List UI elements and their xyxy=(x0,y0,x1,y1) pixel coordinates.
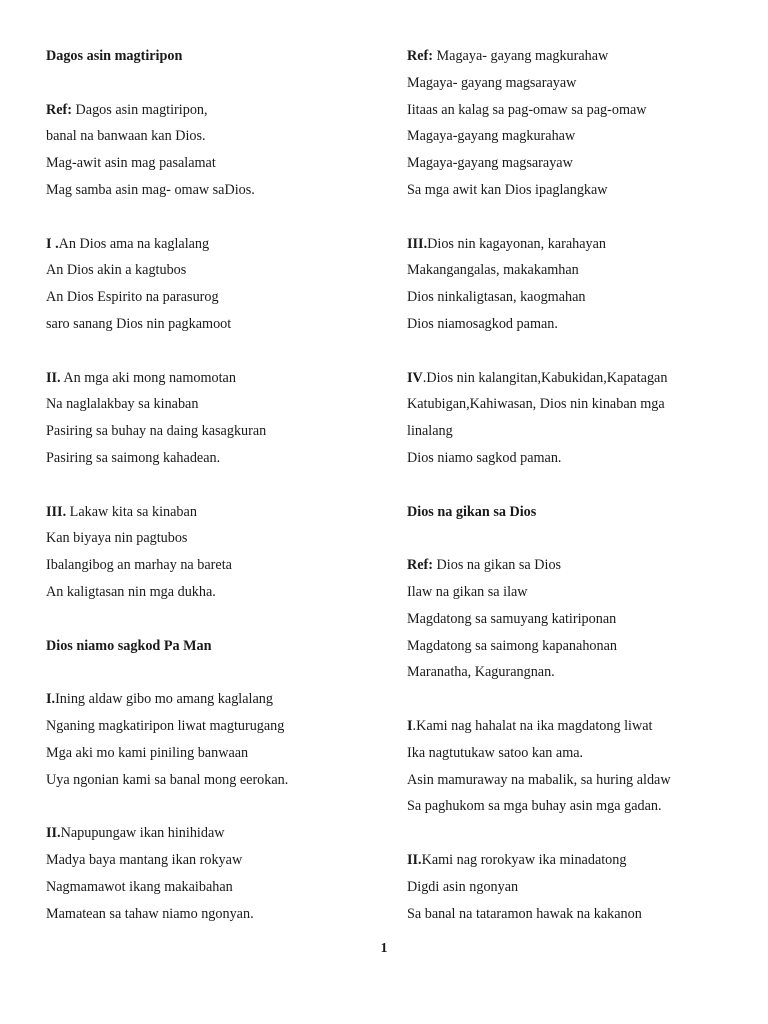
lyric-line xyxy=(407,231,747,258)
lyric-line: Magaya- gayang magsarayaw xyxy=(407,74,577,91)
lyric-line: Mag-awit asin mag pasalamat xyxy=(46,155,216,172)
lyric-line xyxy=(407,365,747,392)
verse-marker: II. xyxy=(46,825,61,842)
blank-line xyxy=(46,659,376,686)
verse-marker: I . xyxy=(46,235,59,252)
lyric-line xyxy=(46,820,376,847)
lyric-line: Magaya-gayang magkurahaw xyxy=(407,128,576,145)
verse-marker: Ref: xyxy=(407,557,433,574)
left-column xyxy=(46,43,376,927)
lyric-line: linalang xyxy=(407,423,453,440)
lyric-line: Dios niamo sagkod paman. xyxy=(407,449,562,466)
lyric-line xyxy=(46,686,376,713)
lyric-line: banal na banwaan kan Dios. xyxy=(46,128,206,145)
lyric-text: .Kami nag hahalat na ika magdatong liwat xyxy=(412,717,653,734)
lyric-line: Uya ngonian kami sa banal mong eerokan. xyxy=(46,771,289,788)
lyric-text: Napupungaw ikan hinihidaw xyxy=(60,825,225,842)
lyric-line: Ika nagtutukaw satoo kan ama. xyxy=(407,744,584,761)
blank-line xyxy=(46,70,376,97)
lyric-line: Pasiring sa saimong kahadean. xyxy=(46,449,221,466)
verse-marker: I. xyxy=(46,691,56,708)
lyric-text: An Dios ama na kaglalang xyxy=(58,235,210,252)
blank-line xyxy=(407,204,747,231)
lyric-text: An mga aki mong namomotan xyxy=(60,369,236,386)
song-title: Dios na gikan sa Dios xyxy=(407,503,537,520)
lyric-line: Pasiring sa buhay na daing kasagkuran xyxy=(46,423,267,440)
lyric-line: Maranatha, Kagurangnan. xyxy=(407,664,555,681)
lyric-line: Kan biyaya nin pagtubos xyxy=(46,530,188,547)
lyric-text: Dios nin kagayonan, karahayan xyxy=(427,235,606,252)
verse-marker: I xyxy=(407,717,413,734)
lyric-line: Ibalangibog an marhay na bareta xyxy=(46,557,232,574)
verse-marker: II. xyxy=(46,369,61,386)
blank-line xyxy=(407,525,747,552)
lyric-line: saro sanang Dios nin pagkamoot xyxy=(46,315,232,332)
verse-marker: III. xyxy=(46,503,67,520)
lyric-line: Mga aki mo kami piniling banwaan xyxy=(46,744,249,761)
lyric-line: Nagmamawot ikang makaibahan xyxy=(46,878,233,895)
lyric-line xyxy=(407,552,747,579)
verse-marker: Ref: xyxy=(407,48,433,64)
blank-line xyxy=(46,204,376,231)
lyric-text: Kami nag rorokyaw ika minadatong xyxy=(421,851,627,868)
lyric-line xyxy=(46,231,376,258)
lyric-line: Makangangalas, makakamhan xyxy=(407,262,579,279)
lyric-text: .Dios nin kalangitan,Kabukidan,Kapatagan xyxy=(422,369,668,386)
lyric-line: Dios ninkaligtasan, kaogmahan xyxy=(407,289,586,306)
lyric-line: Asin mamuraway na mabalik, sa huring aldaw xyxy=(407,771,671,788)
lyric-line: Sa paghukom sa mga buhay asin mga gadan. xyxy=(407,798,662,815)
lyric-line: Dios niamosagkod paman. xyxy=(407,315,558,332)
lyric-line: An kaligtasan nin mga dukha. xyxy=(46,583,216,600)
blank-line xyxy=(407,338,747,365)
lyric-line: Ilaw na gikan sa ilaw xyxy=(407,583,528,600)
lyric-text: Dios na gikan sa Dios xyxy=(433,557,562,574)
lyric-line: Sa mga awit kan Dios ipaglangkaw xyxy=(407,181,608,198)
lyric-line xyxy=(407,847,747,874)
lyric-line: Magdatong sa samuyang katiriponan xyxy=(407,610,617,627)
song-title: Dagos asin magtiripon xyxy=(46,48,183,64)
lyric-line xyxy=(46,97,376,124)
blank-line xyxy=(407,820,747,847)
lyric-line: Digdi asin ngonyan xyxy=(407,878,519,895)
lyric-line: Magdatong sa saimong kapanahonan xyxy=(407,637,617,654)
lyric-line: Madya baya mantang ikan rokyaw xyxy=(46,851,243,868)
lyric-line xyxy=(46,365,376,392)
lyric-line: Mamatean sa tahaw niamo ngonyan. xyxy=(46,905,254,922)
blank-line xyxy=(46,472,376,499)
lyric-line: Mag samba asin mag- omaw saDios. xyxy=(46,181,255,198)
lyric-line: Katubigan,Kahiwasan, Dios nin kinaban mga xyxy=(407,396,665,413)
lyric-line: Na naglalakbay sa kinaban xyxy=(46,396,199,413)
lyric-text: Dagos asin magtiripon, xyxy=(72,101,208,118)
blank-line xyxy=(46,338,376,365)
lyric-text: Magaya- gayang magkurahaw xyxy=(433,48,609,64)
blank-line xyxy=(46,793,376,820)
lyric-line: Nganing magkatiripon liwat magturugang xyxy=(46,717,285,734)
verse-marker: III. xyxy=(407,235,428,252)
lyric-text: Ining aldaw gibo mo amang kaglalang xyxy=(55,691,273,708)
lyric-line: Sa banal na tataramon hawak na kakanon xyxy=(407,905,642,922)
verse-marker: IV xyxy=(407,369,423,386)
verse-marker: II. xyxy=(407,851,422,868)
lyric-line: An Dios Espirito na parasurog xyxy=(46,289,219,306)
blank-line xyxy=(46,606,376,633)
lyric-text: Lakaw kita sa kinaban xyxy=(66,503,197,520)
right-column xyxy=(407,43,747,927)
lyric-line xyxy=(407,43,747,70)
lyric-line: An Dios akin a kagtubos xyxy=(46,262,187,279)
lyric-line: Iitaas an kalag sa pag-omaw sa pag-omaw xyxy=(407,101,647,118)
lyric-line xyxy=(46,499,376,526)
lyric-line xyxy=(407,713,747,740)
lyric-line: Magaya-gayang magsarayaw xyxy=(407,155,573,172)
blank-line xyxy=(407,686,747,713)
verse-marker: Ref: xyxy=(46,101,72,118)
page-number: 1 xyxy=(380,941,388,956)
song-title: Dios niamo sagkod Pa Man xyxy=(46,637,212,654)
blank-line xyxy=(407,472,747,499)
